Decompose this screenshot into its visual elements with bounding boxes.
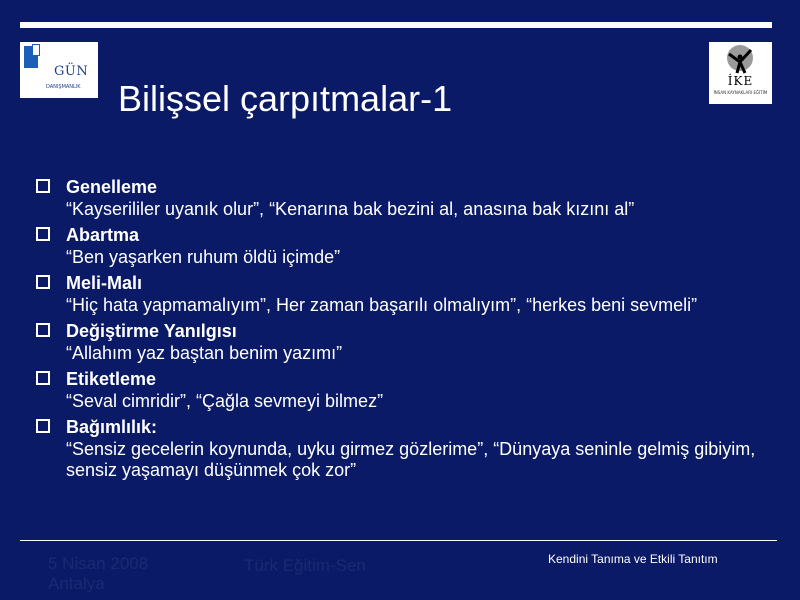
square-bullet-icon xyxy=(36,371,50,385)
gun-logo xyxy=(20,42,98,98)
list-item xyxy=(36,319,776,367)
gun-logo-subtitle: DANIŞMANLIK xyxy=(46,84,81,90)
item-text: “Allahım yaz baştan benim yazımı” xyxy=(66,343,343,363)
square-bullet-icon xyxy=(36,323,50,337)
footer-location-line: Antalya xyxy=(48,574,105,593)
top-divider xyxy=(20,22,772,28)
bottom-divider xyxy=(20,540,777,541)
list-item xyxy=(36,175,776,223)
footer-topic: Kendini Tanıma ve Etkili Tanıtım xyxy=(548,552,718,566)
item-text: “Hiç hata yapmamalıyım”, Her zaman başarılı olmalıyım”, “herkes beni sevmeli” xyxy=(66,295,698,315)
item-heading: Meli-Malı xyxy=(66,273,143,293)
item-heading: Abartma xyxy=(66,225,140,245)
item-text: “Sensiz gecelerin koynunda, uyku girmez gözlerime”, “Dünyaya seninle gelmiş gibiyim, sensiz yaşamayı düşünmek çok zor” xyxy=(66,439,756,480)
ike-logo-subtitle: İNSAN KAYNAKLARI EĞİTİM xyxy=(713,90,768,95)
globe-figure-icon xyxy=(709,42,772,76)
book-outline-icon xyxy=(32,44,40,56)
ike-logo-text: İKE xyxy=(727,74,754,88)
footer-date xyxy=(48,554,148,594)
gun-logo-text: GÜN xyxy=(54,64,89,79)
item-text: “Seval cimridir”, “Çağla sevmeyi bilmez” xyxy=(66,391,384,411)
item-heading: Etiketleme xyxy=(66,369,157,389)
bullet-list xyxy=(36,175,776,484)
item-heading: Bağımlılık: xyxy=(66,417,158,437)
footer-date-line: 5 Nisan 2008 xyxy=(48,554,149,573)
list-item xyxy=(36,223,776,271)
list-item xyxy=(36,415,776,484)
ike-logo xyxy=(709,42,772,104)
slide-title: Bilişsel çarpıtmalar-1 xyxy=(118,78,453,119)
footer-organization: Türk Eğitim-Sen xyxy=(244,556,366,575)
list-item xyxy=(36,271,776,319)
square-bullet-icon xyxy=(36,419,50,433)
square-bullet-icon xyxy=(36,227,50,241)
list-item xyxy=(36,367,776,415)
item-text: “Kayserililer uyanık olur”, “Kenarına bak bezini al, anasına bak kızını al” xyxy=(66,199,635,219)
item-heading: Değiştirme Yanılgısı xyxy=(66,321,237,341)
square-bullet-icon xyxy=(36,275,50,289)
square-bullet-icon xyxy=(36,179,50,193)
item-text: “Ben yaşarken ruhum öldü içimde” xyxy=(66,247,341,267)
item-heading: Genelleme xyxy=(66,177,158,197)
